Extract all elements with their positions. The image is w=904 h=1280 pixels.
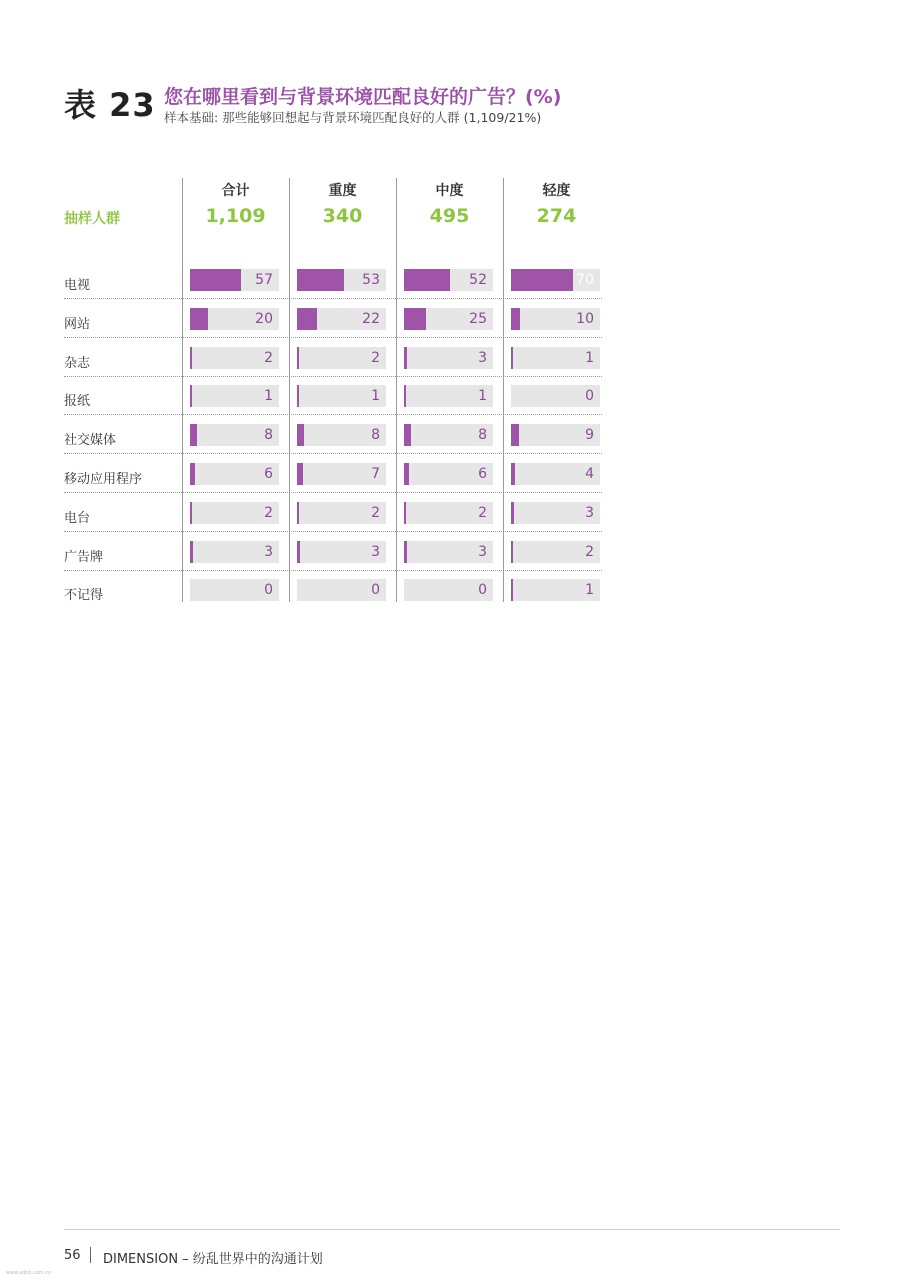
bar	[404, 308, 426, 330]
column-header: 轻度	[542, 183, 571, 199]
data-label: 1	[478, 388, 487, 404]
bar	[404, 502, 406, 524]
bar-track	[297, 269, 386, 291]
bar-track	[511, 424, 600, 446]
bar-track	[511, 269, 600, 291]
data-label: 70	[576, 272, 594, 288]
data-label: 1	[371, 388, 380, 404]
data-label: 3	[371, 544, 380, 560]
data-label: 25	[469, 311, 487, 327]
data-label: 0	[264, 582, 273, 598]
data-label: 53	[362, 272, 380, 288]
data-label: 9	[585, 427, 594, 443]
sample-size: 495	[429, 205, 470, 227]
data-label: 2	[371, 350, 380, 366]
bar	[404, 347, 407, 369]
bar-track	[511, 347, 600, 369]
category-label: 报纸	[64, 394, 91, 409]
data-label: 1	[585, 350, 594, 366]
bar-track	[404, 424, 493, 446]
category-label: 广告牌	[64, 550, 104, 565]
watermark: www.sqbb.com.cn	[6, 1270, 52, 1276]
row-separator	[64, 414, 602, 415]
bar	[404, 269, 450, 291]
bar	[511, 424, 519, 446]
row-separator	[64, 570, 602, 571]
category-label: 社交媒体	[64, 433, 117, 448]
category-label: 移动应用程序	[64, 472, 143, 487]
bar-track	[190, 502, 279, 524]
bar-track	[297, 424, 386, 446]
bar	[404, 463, 409, 485]
bar	[404, 385, 406, 407]
row-separator	[64, 376, 602, 377]
bar-track	[190, 385, 279, 407]
row-separator	[64, 453, 602, 454]
data-label: 3	[478, 544, 487, 560]
sample-label: 抽样人群	[64, 211, 120, 227]
bar-track	[404, 463, 493, 485]
bar-track	[190, 347, 279, 369]
page-number: 56	[64, 1248, 81, 1263]
bar-track	[190, 424, 279, 446]
table-number: 表 23	[64, 86, 156, 124]
bar	[190, 269, 241, 291]
data-label: 0	[585, 388, 594, 404]
bar-track	[190, 579, 279, 601]
bar	[511, 463, 515, 485]
bar-track	[190, 463, 279, 485]
bar-track	[511, 385, 600, 407]
bar-track	[297, 347, 386, 369]
category-label: 不记得	[64, 588, 104, 603]
bar	[511, 308, 520, 330]
data-label: 2	[264, 505, 273, 521]
bar	[190, 347, 192, 369]
bar	[297, 269, 344, 291]
bar-track	[190, 308, 279, 330]
category-label: 电视	[64, 278, 91, 293]
bar	[297, 385, 299, 407]
bar	[511, 579, 513, 601]
bar-track	[404, 579, 493, 601]
chart-subtitle: 样本基础: 那些能够回想起与背景环境匹配良好的人群 (1,109/21%)	[164, 110, 542, 125]
bar-track	[297, 579, 386, 601]
data-label: 0	[478, 582, 487, 598]
bar-track	[190, 541, 279, 563]
category-label: 电台	[64, 511, 91, 526]
bar-track	[511, 579, 600, 601]
column-divider	[289, 178, 290, 602]
column-header: 重度	[328, 183, 357, 199]
bar	[297, 424, 304, 446]
bar-track	[511, 463, 600, 485]
data-label: 6	[264, 466, 273, 482]
bar-track	[404, 385, 493, 407]
data-label: 22	[362, 311, 380, 327]
column-divider	[396, 178, 397, 602]
data-label: 3	[585, 505, 594, 521]
data-label: 4	[585, 466, 594, 482]
bar	[297, 308, 317, 330]
footer-separator	[90, 1247, 91, 1263]
bar	[297, 541, 300, 563]
data-label: 1	[585, 582, 594, 598]
column-header: 合计	[221, 183, 250, 199]
data-label: 52	[469, 272, 487, 288]
bar	[297, 347, 299, 369]
column-header: 中度	[435, 183, 464, 199]
data-label: 20	[255, 311, 273, 327]
bar	[511, 269, 573, 291]
data-label: 2	[264, 350, 273, 366]
bar	[190, 424, 197, 446]
bar-track	[297, 308, 386, 330]
footer-text: DIMENSION – 纷乱世界中的沟通计划	[103, 1252, 323, 1267]
bar	[190, 502, 192, 524]
bar	[404, 424, 411, 446]
data-label: 57	[255, 272, 273, 288]
bar	[190, 308, 208, 330]
row-separator	[64, 531, 602, 532]
row-separator	[64, 298, 602, 299]
data-label: 8	[264, 427, 273, 443]
sample-size: 1,109	[205, 205, 266, 227]
data-label: 10	[576, 311, 594, 327]
data-label: 2	[371, 505, 380, 521]
column-divider	[182, 178, 183, 602]
bar	[190, 463, 195, 485]
category-label: 网站	[64, 317, 91, 332]
category-label: 杂志	[64, 356, 91, 371]
data-label: 2	[478, 505, 487, 521]
bar	[190, 541, 193, 563]
bar-track	[404, 308, 493, 330]
bar-track	[297, 463, 386, 485]
sample-size: 274	[536, 205, 577, 227]
data-label: 0	[371, 582, 380, 598]
footer-divider	[64, 1229, 840, 1230]
data-label: 6	[478, 466, 487, 482]
bar-track	[190, 269, 279, 291]
bar-track	[404, 541, 493, 563]
chart-title: 您在哪里看到与背景环境匹配良好的广告？(%)	[164, 86, 562, 108]
row-separator	[64, 492, 602, 493]
data-label: 3	[264, 544, 273, 560]
bar-track	[297, 502, 386, 524]
bar-track	[511, 541, 600, 563]
bar	[297, 502, 299, 524]
bar	[511, 502, 514, 524]
bar	[297, 463, 303, 485]
bar-track	[404, 502, 493, 524]
data-label: 7	[371, 466, 380, 482]
data-label: 8	[478, 427, 487, 443]
sample-size: 340	[322, 205, 363, 227]
bar-track	[511, 308, 600, 330]
bar-track	[297, 541, 386, 563]
bar	[404, 541, 407, 563]
bar	[511, 541, 513, 563]
data-label: 2	[585, 544, 594, 560]
bar-track	[404, 269, 493, 291]
data-label: 8	[371, 427, 380, 443]
row-separator	[64, 337, 602, 338]
bar-track	[404, 347, 493, 369]
bar-track	[297, 385, 386, 407]
bar	[190, 385, 192, 407]
data-label: 1	[264, 388, 273, 404]
column-divider	[503, 178, 504, 602]
bar	[511, 347, 513, 369]
data-label: 3	[478, 350, 487, 366]
bar-track	[511, 502, 600, 524]
